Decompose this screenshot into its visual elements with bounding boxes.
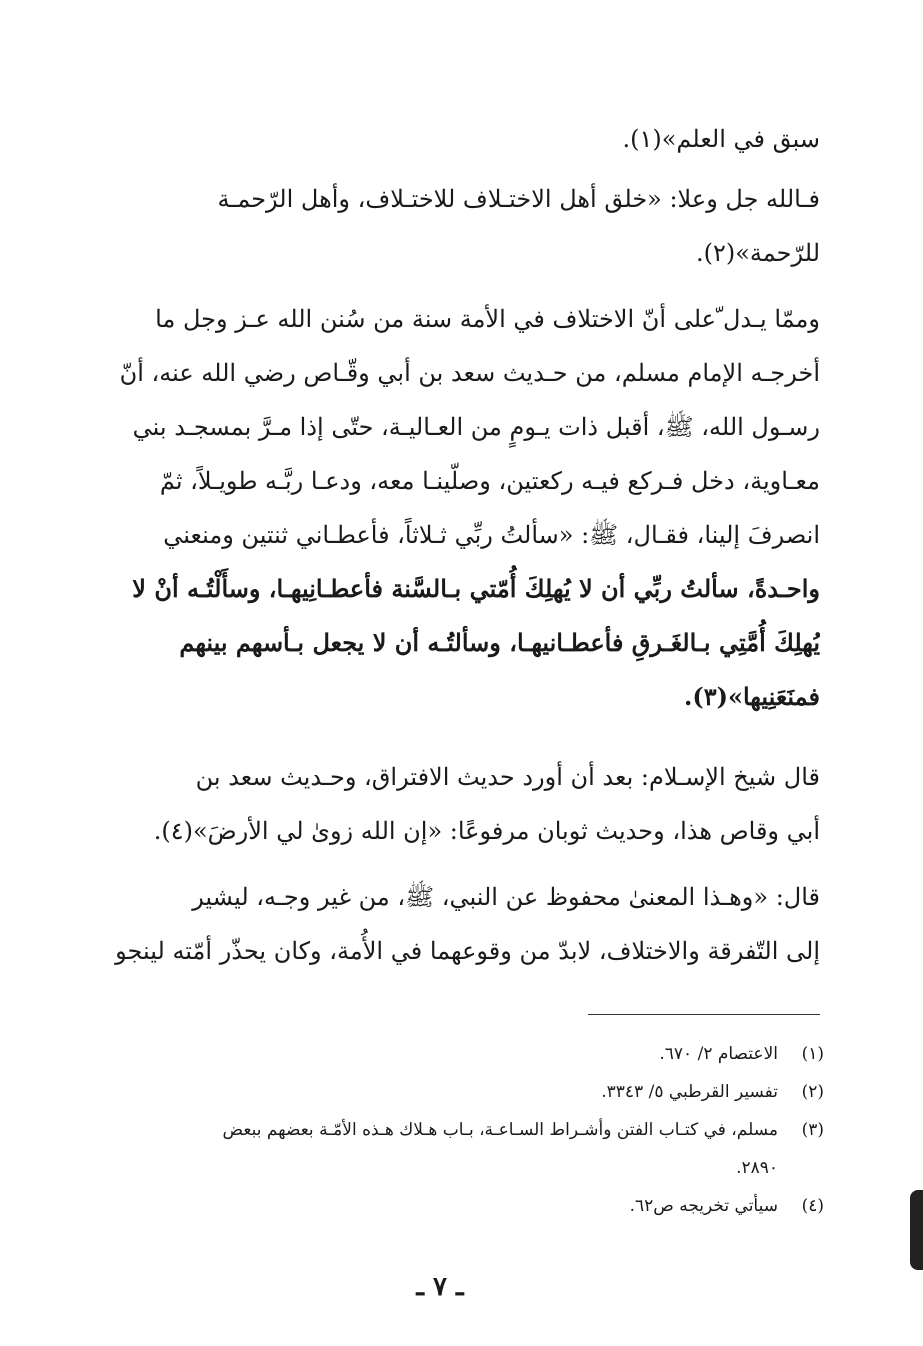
footnote-number: (١): [801, 1044, 824, 1064]
text-line: قال: «وهـذا المعنىٰ محفوظ عن النبي، ﷺ، من غير وجـه، ليشير: [192, 883, 820, 911]
text-line: قال شيخ الإسـلام: بعد أن أورد حديث الافتراق، وحـديث سعد بن: [195, 763, 820, 791]
text-line: واحـدةً، سألتُ ربِّي أن لا يُهلِكَ أُمّتي بـالسَّنة فأعطـانِيهـا، وسأَلْتُـه أنْ لا: [132, 574, 820, 603]
paragraph: [98, 292, 820, 724]
paragraph: [98, 870, 820, 978]
text-line: انصرفَ إلينا، فقـال، ﷺ: «سألتُ ربِّي ثـلاثاً، فأعطـاني ثنتين ومنعني: [163, 521, 820, 549]
footnote-text: سيأتي تخريجه ص٦٢.: [629, 1196, 778, 1216]
text-line: فمنَعَنِيها»(٣).: [684, 682, 820, 711]
footnote-text: الاعتصام ٢/ ٦٧٠.: [659, 1044, 778, 1064]
footnote: [84, 1187, 824, 1225]
footnote: [84, 1111, 824, 1149]
text-line: رسـول الله، ﷺ، أقبل ذات يـومٍ من العـاليـة، حتّى إذا مـرَّ بمسجـد بني: [132, 413, 820, 441]
footnote: [84, 1149, 824, 1187]
footnote-text: ٢٨٩٠.: [736, 1158, 778, 1178]
footnote: [84, 1073, 824, 1111]
page-number: ـ ٧ ـ: [416, 1272, 464, 1302]
paragraph: [98, 172, 820, 280]
text-line: فـالله جل وعلا: «خلق أهل الاختـلاف للاختـلاف، وأهل الرّحمـة: [217, 185, 820, 213]
footnote-text: مسلم، في كتـاب الفتن وأشـراط السـاعـة، بـاب هـلاك هـذه الأمّـة بعضهم ببعض: [222, 1120, 778, 1140]
text-line: وممّا يـدل ّعلى أنّ الاختلاف في الأمة سنة من سُنن الله عـز وجل ما: [155, 305, 820, 333]
paragraph: [98, 750, 820, 858]
footnote-number: (٢): [801, 1082, 824, 1102]
text-line: إلى التّفرقة والاختلاف، لابدّ من وقوعهما في الأُمة، وكان يحذّر أمّته لينجو: [115, 937, 820, 965]
footnote-number: (٤): [801, 1196, 824, 1216]
footnote-number: (٣): [801, 1120, 824, 1140]
text-line: للرّحمة»(٢).: [695, 239, 820, 267]
text-line: يُهلِكَ أُمَّتِي بـالغَـرقِ فأعطـانيهـا، وسألتُـه أن لا يجعل بـأسهم بينهم: [179, 628, 820, 657]
text-line: أخرجـه الإمام مسلم، من حـديث سعد بن أبي وقّـاص رضي الله عنه، أنّ: [119, 359, 820, 387]
footnote-text: تفسير القرطبي ٥/ ٣٣٤٣.: [601, 1082, 778, 1102]
footnote: [84, 1035, 824, 1073]
text-line: سبق في العلم»(١).: [622, 125, 820, 153]
paragraph: [98, 112, 820, 166]
footnotes: [84, 1035, 824, 1225]
text-line: معـاوية، دخل فـركع فيـه ركعتين، وصلّينـا معه، ودعـا ربَّـه طويـلاً، ثمّ: [159, 467, 820, 495]
page-edge-mark: [910, 1190, 923, 1270]
text-line: أبي وقاص هذا، وحديث ثوبان مرفوعًا: «إن الله زوىٰ لي الأرضَ»(٤).: [153, 817, 820, 845]
footnote-divider: [588, 1014, 820, 1015]
